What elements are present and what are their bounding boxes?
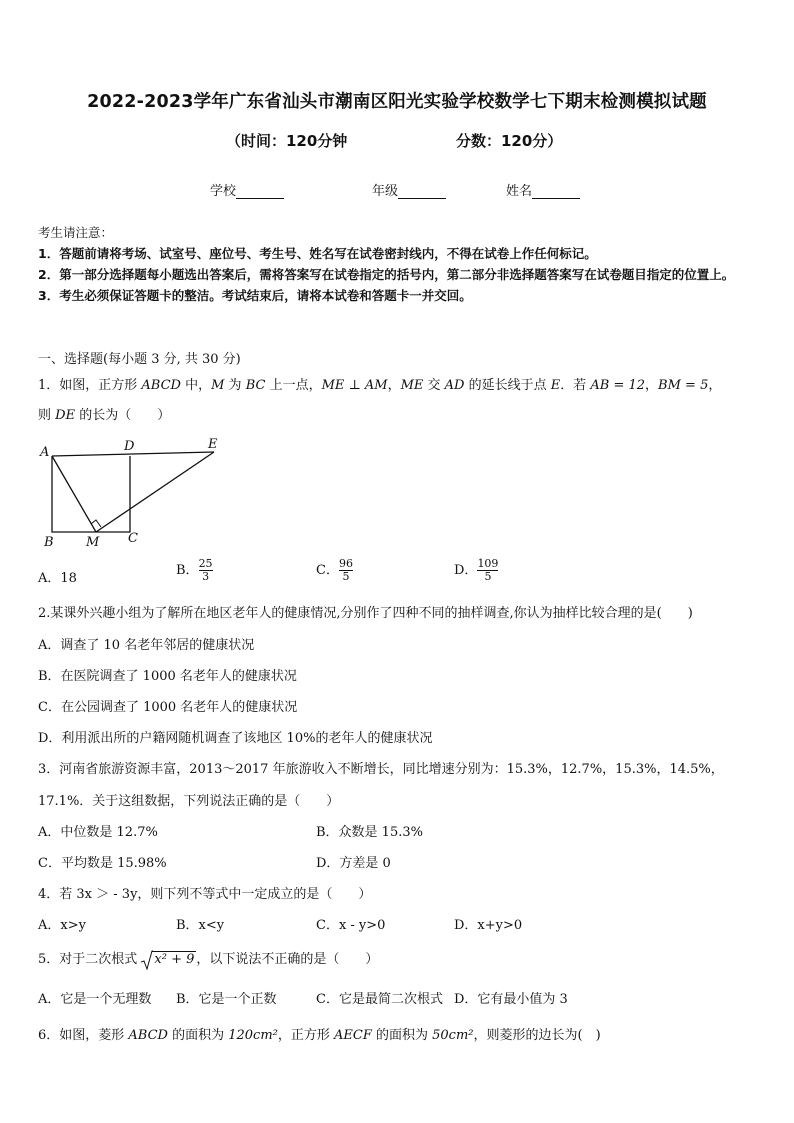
q3-line-1: 3．河南省旅游资源丰富，2013～2017 年旅游收入不断增长，同比增速分别为：15.3%，12.7%，15.3%，14.5%， [38,762,724,777]
q1-option-b[interactable] [176,558,213,583]
q6-text: 的面积为 [371,1028,433,1043]
square-sides [52,456,130,532]
fraction [339,558,353,583]
q1-text: 交 [423,378,445,393]
q6-text: ，则菱形的边长为( ) [473,1028,601,1043]
denominator: 3 [199,570,213,583]
school-field [210,180,284,199]
q1-square-diagram [38,436,228,548]
q3-line-2: 17.1%．关于这组数据，下列说法正确的是（ ） [38,794,340,809]
q3-option-a[interactable]: A．中位数是 12.7% [38,825,158,840]
q1-var: ABCD [141,378,181,393]
q5-option-a[interactable]: A．它是一个无理数 [38,992,152,1007]
q6-text: ，正方形 [277,1028,335,1043]
sqrt-expression [141,952,196,967]
school-label: 学校 [210,184,237,199]
q3-option-b[interactable]: B．众数是 15.3% [316,825,423,840]
q1-var: AB = 12 [590,378,646,393]
q1-text: 的长为（ ） [75,408,171,423]
q3-option-c[interactable]: C．平均数是 15.98% [38,856,167,871]
q6-var: 50cm² [432,1028,474,1043]
grade-label: 年级 [372,184,399,199]
q2-stem: 2.某课外兴趣小组为了解所在地区老年人的健康情况,分别作了四种不同的抽样调查,你认为抽样比较合理的是( ) [38,606,693,621]
q5-text: 5．对于二次根式 [38,952,142,967]
q4-option-c[interactable]: C．x - y>0 [316,918,386,933]
q1-line-1 [38,374,721,393]
notice-heading: 考生请注意： [38,225,114,240]
notice-item-1: 1．答题前请将考场、试室号、座位号、考生号、姓名写在试卷密封线内，不得在试卷上作任何标记。 [38,246,597,261]
q6-var: ABCD [128,1028,168,1043]
q2-option-b[interactable]: B．在医院调查了 1000 名老年人的健康状况 [38,669,297,684]
radical-sign-icon [141,950,153,970]
numerator: 109 [477,557,499,570]
exam-score: 分数：120分） [456,132,563,150]
denominator: 5 [339,570,353,583]
q1-option-c[interactable] [316,558,353,583]
q5-stem [38,948,378,967]
grade-blank[interactable] [398,186,446,199]
q1-var: M [211,378,225,393]
q1-line-2 [38,404,170,423]
name-label: 姓名 [506,184,533,199]
name-blank[interactable] [532,186,580,199]
q1-option-d[interactable] [454,558,498,583]
notice-item-2: 2．第一部分选择题每小题选出答案后，需将答案写在试卷指定的括号内，第二部分非选择题答案写在试卷题目指定的位置上。 [38,267,735,282]
q1-var: ME ⊥ AM [321,378,388,393]
q1-text: 则 [38,408,56,423]
q2-option-a[interactable]: A．调查了 10 名老年邻居的健康状况 [38,638,255,653]
label-d: D [124,439,135,454]
q1-text: 的延长线于点 [464,378,551,393]
numerator: 25 [198,557,213,570]
q4-option-a[interactable]: A．x>y [38,918,86,933]
fraction [477,558,498,583]
notice-block [38,222,762,306]
exam-title: 2022-2023学年广东省汕头市潮南区阳光实验学校数学七下期末检测模拟试题 [87,92,707,112]
radicand: x² + 9 [154,952,195,967]
q1-var: E [550,378,561,393]
q1-text: 为 [224,378,246,393]
q6-text: 的面积为 [167,1028,229,1043]
q1-text: 上一点， [265,378,322,393]
q1-var: BC [245,378,266,393]
q4-option-d[interactable]: D．x+y>0 [454,918,523,933]
q1-option-d-label: D． [454,563,478,578]
q6-text: 6．如图，菱形 [38,1028,129,1043]
q2-option-c[interactable]: C．在公园调查了 1000 名老年人的健康状况 [38,700,298,715]
q5-text: ，以下说法不正确的是（ ） [196,952,379,967]
q5-option-d[interactable]: D．它有最小值为 3 [454,992,568,1007]
q1-var: AD [444,378,465,393]
school-blank[interactable] [236,186,284,199]
q1-option-c-label: C． [316,563,339,578]
q1-option-a[interactable]: A．18 [38,571,77,586]
q1-text: 中， [180,378,212,393]
label-m: M [86,535,100,548]
q1-var: ME [400,378,424,393]
exam-time: （时间：120分钟 [226,132,348,150]
grade-field [372,180,446,199]
q1-text: 1．如图，正方形 [38,378,142,393]
q2-option-d[interactable]: D．利用派出所的户籍网随机调查了该地区 10%的老年人的健康状况 [38,731,433,746]
q1-option-b-label: B． [176,563,199,578]
q5-option-c[interactable]: C．它是最简二次根式 [316,992,443,1007]
notice-item-3: 3．考生必须保证答题卡的整洁。考试结束后，请将本试卷和答题卡一并交回。 [38,288,472,303]
name-field [506,180,580,199]
label-e: E [208,437,218,452]
q6-stem [38,1024,601,1043]
numerator: 96 [338,557,353,570]
q4-stem: 4．若 3x ＞ - 3y，则下列不等式中一定成立的是（ ） [38,887,372,902]
q1-text: ， [387,378,401,393]
label-a: A [40,445,50,460]
denominator: 5 [477,570,498,583]
q6-var: AECF [334,1028,372,1043]
fraction [199,558,213,583]
q6-var: 120cm² [228,1028,278,1043]
label-c: C [128,531,138,546]
q1-var: DE [55,408,76,423]
label-b: B [44,535,54,548]
q3-option-d[interactable]: D．方差是 0 [316,856,391,871]
q4-option-b[interactable]: B．x<y [176,918,225,933]
q1-text: ．若 [560,378,591,393]
q1-var: BM = 5 [658,378,709,393]
q1-text: ， [645,378,659,393]
section-heading: 一、选择题(每小题 3 分, 共 30 分) [38,352,241,367]
line-me [96,452,214,532]
line-am [52,456,96,532]
q5-option-b[interactable]: B．它是一个正数 [176,992,277,1007]
q1-text: ， [708,378,722,393]
